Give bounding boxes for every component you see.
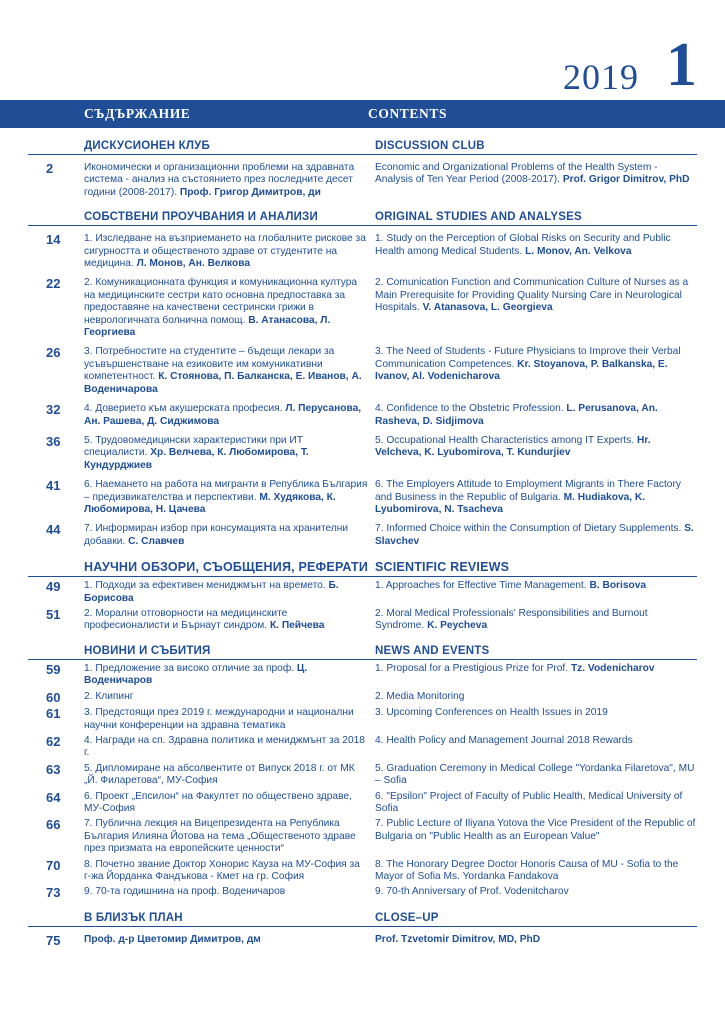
page-number: 41: [46, 478, 61, 494]
page-number: 49: [46, 579, 61, 595]
page-number: 64: [46, 789, 61, 805]
entry-title-text-bg: 3. Потребностите на студентите – бъдещи лекари за усъвършенстване на езиковите им комуникативни компетентност.: [84, 346, 335, 383]
entry-authors-bg: В. Атанасова, Л. Георгиева: [84, 314, 331, 339]
entry-title-bg: [84, 403, 369, 428]
toc-entry[interactable]: [28, 886, 697, 900]
entry-title-text-bg: 5. Дипломиране на абсолвентите от Випуск 2018 г. от МК „Й. Филаретова“, МУ-София: [84, 762, 355, 787]
entry-title-bg: [84, 277, 369, 339]
page-number: 61: [46, 706, 61, 722]
toc-entry[interactable]: [28, 735, 697, 760]
toc-entry[interactable]: [28, 403, 697, 428]
entry-title-bg: [84, 859, 369, 884]
toc-entry[interactable]: [28, 691, 697, 705]
entry-title-text-en: 1. Study on the Perception of Global Risks on Security and Public Health among Medical Students.: [375, 233, 671, 257]
toc-entry[interactable]: [28, 608, 697, 633]
page-number: 70: [46, 857, 61, 873]
section-header-scientific-reviews: [28, 560, 697, 577]
entry-authors-bg: Л. Монов, Ан. Велкова: [136, 258, 251, 270]
entry-authors-bg: Ц. Воденичаров: [84, 662, 308, 687]
entry-title-bg: [84, 691, 369, 703]
page-number: 63: [46, 761, 61, 777]
section-header-gutter: [28, 645, 84, 657]
toc-entry[interactable]: [28, 791, 697, 816]
entry-authors-bg: Хр. Велчева, К. Любомирова, Т. Кундурджиев: [84, 447, 309, 471]
page-number: 73: [46, 885, 61, 901]
page-number: 66: [46, 817, 61, 833]
entry-title-text-bg: 1. Предложение за високо отличие за проф.: [84, 662, 295, 674]
section-original-studies: [28, 211, 697, 548]
entry-title-bg: [84, 791, 369, 816]
entry-title-text-bg: 2. Клипинг: [84, 690, 134, 702]
entry-authors-en: B. Borisova: [589, 580, 647, 592]
entry-authors-bg: М. Худякова, К. Любомирова, Н. Цачева: [84, 491, 336, 515]
page-number: 62: [46, 733, 61, 749]
entry-title-text-en: 1. Approaches for Effective Time Management.: [375, 580, 587, 592]
entry-title-text-bg: 5. Трудовомедицински характеристики при ИТ специалисти.: [84, 434, 303, 459]
toc-entry[interactable]: [28, 663, 697, 688]
entry-title-bg: [84, 162, 369, 199]
entry-title-en: [369, 608, 697, 633]
section-title-en: ORIGINAL STUDIES AND ANALYSES: [375, 211, 582, 224]
page-number: 22: [46, 276, 61, 292]
entry-title-en: [369, 580, 697, 592]
entry-authors-en: L. Monov, An. Velkova: [525, 245, 632, 257]
entry-title-bg: [84, 523, 369, 548]
entry-title-bg: [84, 608, 369, 633]
section-header-original-studies: [28, 211, 697, 226]
entry-title-en: [369, 859, 697, 884]
entry-authors-bg: Проф. д-р Цветомир Димитров, дм: [84, 933, 261, 945]
entry-title-text-en: 7. Informed Choice within the Consumption of Dietary Supplements.: [375, 523, 685, 535]
entry-title-text-bg: 8. Почетно звание Доктор Хонорис Кауза на МУ-София за г-жа Йорданка Фандъкова - Кмет на гр. София: [84, 858, 360, 882]
entry-title-text-bg: 6. Проект „Епсилон“ на Факултет по обществено здраве, МУ-София: [84, 790, 352, 814]
entry-title-bg: [84, 818, 369, 855]
entry-title-text-bg: 7. Публична лекция на Вицепрезидента на Република България Илияна Йотова на тема „Общественото здраве през призмата на европейските ценности“: [84, 818, 356, 855]
toc-entry[interactable]: [28, 934, 697, 948]
section-title-en: NEWS AND EVENTS: [375, 644, 490, 657]
entry-authors-bg: К. Стоянова, П. Балканска, Е. Иванов, А. Воденичарова: [84, 371, 362, 395]
entry-authors-en: Hr. Velcheva, K. Lyubomirova, T. Kundurjiev: [375, 434, 651, 459]
entry-authors-bg: Л. Перусанова, Ан. Рашева, Д. Сиджимова: [84, 403, 362, 427]
contents-title-bg: СЪДЪРЖАНИЕ: [84, 106, 191, 121]
entry-title-text-en: 2. Moral Medical Professionals' Responsibilities and Burnout Syndrome.: [375, 607, 648, 632]
entry-title-bg: [84, 346, 369, 396]
section-header-gutter: [28, 912, 84, 924]
page-number: 59: [46, 661, 61, 677]
page-number: 60: [46, 689, 61, 705]
section-title-en: DISCUSSION CLUB: [375, 140, 485, 152]
entry-authors-en: S. Slavchev: [375, 523, 694, 547]
entry-title-text-en: 7. Public Lecture of Iliyana Yotova the Vice President of the Republic of Bulgaria on "Public Health as an European Value": [375, 818, 696, 842]
entry-title-text-bg: 3. Предстоящи през 2019 г. международни и национални научни конференции на здравна тематика: [84, 707, 354, 731]
section-news-and-events: [28, 645, 697, 900]
entry-title-bg: [84, 663, 369, 688]
entry-title-text-bg: 2. Комуникационната функция и комуникационна култура на медицинските сестри като основна предпоставка за предоставяне на качествени сестрински грижи в неврологичната болнична помощ.: [84, 277, 358, 326]
entry-title-en: [369, 233, 697, 258]
page-number: 51: [46, 606, 61, 622]
entry-title-text-bg: 1. Подходи за ефективен мениджмънт на времето.: [84, 580, 326, 592]
entry-title-text-bg: 2. Морални отговорности на медицинските професионалисти и Бърнаут синдром.: [84, 607, 288, 632]
entry-title-en: [369, 763, 697, 788]
entry-title-bg: [84, 735, 369, 760]
section-title-bg: В БЛИЗЪК ПЛАН: [84, 911, 183, 924]
toc-entry[interactable]: [28, 277, 697, 339]
section-header-close-up: [28, 912, 697, 927]
entry-title-bg: [84, 886, 369, 898]
entry-title-en: [369, 277, 697, 314]
entry-title-en: [369, 735, 697, 747]
page-number: 36: [46, 433, 61, 449]
page-number: 26: [46, 345, 61, 361]
entry-title-en: [369, 934, 697, 946]
entry-title-text-en: 6. The Employers Attitude to Employment Migrants in There Factory and Business in the Republic of Bulgaria.: [375, 479, 681, 503]
entry-title-en: [369, 435, 697, 460]
entry-title-text-en: Economic and Organizational Problems of the Health System - Analysis of Ten Year Period (2008-2017).: [375, 162, 658, 186]
page-number: 75: [46, 932, 61, 948]
toc-entry[interactable]: [28, 346, 697, 396]
entry-authors-en: M. Hudiakova, K. Lyubomirova, N. Tsacheva: [375, 491, 646, 515]
toc-entry[interactable]: [28, 707, 697, 732]
page-number: 32: [46, 402, 61, 418]
entry-title-text-en: 3. Upcoming Conferences on Health Issues in 2019: [375, 707, 608, 719]
entry-authors-bg: С. Славчев: [128, 535, 185, 547]
toc-entry[interactable]: [28, 233, 697, 270]
toc-entry[interactable]: [28, 523, 697, 548]
page-number: 2: [46, 161, 54, 176]
section-header-gutter: [28, 211, 84, 223]
entry-authors-bg: К. Пейчева: [269, 620, 325, 632]
entry-title-bg: [84, 763, 369, 788]
entry-title-en: [369, 707, 697, 719]
entry-title-text-bg: 4. Награди на сп. Здравна политика и мениджмънт за 2018 г.: [84, 734, 365, 759]
toc-entry[interactable]: [28, 580, 697, 605]
section-header-gutter: [28, 560, 84, 574]
entry-authors-en: K. Peycheva: [427, 620, 488, 632]
section-discussion-club: [28, 140, 697, 199]
section-scientific-reviews: [28, 560, 697, 633]
entry-title-text-en: 1. Proposal for a Prestigious Prize for Prof.: [375, 662, 569, 674]
entry-authors-bg: Проф. Григор Димитров, ди: [179, 186, 321, 198]
entry-authors-en: Prof. Tzvetomir Dimitrov, MD, PhD: [375, 933, 541, 945]
entry-title-text-bg: 6. Наемането на работа на мигранти в Република България – предизвикателства и перспективи.: [84, 479, 368, 503]
entry-title-en: [369, 886, 697, 898]
entry-authors-bg: Б. Борисова: [84, 580, 339, 604]
entry-title-text-en: 3. The Need of Students - Future Physicians to Improve their Verbal Communication Competences.: [375, 346, 681, 370]
entry-authors-en: L. Perusanova, An. Rasheva, D. Sidjimova: [375, 403, 658, 427]
section-title-en: CLOSE–UP: [375, 911, 439, 924]
entry-title-text-bg: 7. Информиран избор при консумацията на хранителни добавки.: [84, 523, 349, 547]
entry-authors-en: Prof. Grigor Dimitrov, PhD: [562, 174, 690, 186]
section-title-en: SCIENTIFIC REVIEWS: [375, 560, 510, 575]
issue-year: 2019: [563, 57, 639, 97]
page-number: 14: [46, 232, 61, 248]
issue-number: 1: [666, 31, 697, 99]
entry-title-text-en: 9. 70-th Anniversary of Prof. Vodenitcharov: [375, 886, 569, 898]
entry-title-bg: [84, 435, 369, 472]
toc-entry[interactable]: [28, 435, 697, 472]
entry-authors-en: Kr. Stoyanova, P. Balkanska, E. Ivanov, Al. Vodenicharova: [375, 358, 668, 383]
entry-title-en: [369, 403, 697, 428]
entry-title-text-bg: 4. Доверието към акушерската професия.: [84, 403, 283, 415]
entry-title-en: [369, 479, 697, 516]
entry-title-en: [369, 791, 697, 816]
entry-title-text-en: 2. Comunication Function and Communication Culture of Nurses as a Main Prerequisite for Providing Quality Nursing Care in Neurological Hospitals.: [375, 277, 689, 314]
section-close-up: [28, 912, 697, 948]
section-header-discussion-club: [28, 140, 697, 155]
entry-title-text-en: 5. Occupational Health Characteristics among IT Experts.: [375, 434, 637, 446]
section-title-bg: ДИСКУСИОНЕН КЛУБ: [84, 140, 210, 152]
entry-title-text-en: 8. The Honorary Degree Doctor Honoris Causa of MU - Sofia to the Mayor of Sofia Ms. Yordanka Fandakova: [375, 858, 679, 882]
entry-authors-en: V. Atanasova, L. Georgieva: [422, 302, 553, 314]
toc-entry[interactable]: [28, 479, 697, 516]
entry-title-bg: [84, 580, 369, 605]
entry-title-bg: [84, 479, 369, 516]
entry-title-text-bg: 9. 70-та годишнина на проф. Воденичаров: [84, 886, 286, 898]
section-header-news-and-events: [28, 645, 697, 660]
toc-entry[interactable]: [28, 818, 697, 855]
entry-title-en: [369, 663, 697, 675]
entry-title-text-en: 2. Media Monitoring: [375, 690, 465, 702]
entry-title-en: [369, 523, 697, 548]
entry-title-text-en: 4. Confidence to the Obstetric Profession.: [375, 403, 564, 415]
section-title-bg: СОБСТВЕНИ ПРОУЧВАНИЯ И АНАЛИЗИ: [84, 211, 318, 224]
footer-space: [0, 947, 725, 967]
entry-title-text-en: 6. "Epsilon" Project of Faculty of Public Health, Medical University of Sofia: [375, 790, 683, 814]
entry-title-bg: [84, 934, 369, 946]
entry-title-text-en: 4. Health Policy and Management Journal 2018 Rewards: [375, 734, 633, 746]
toc-entry[interactable]: [28, 763, 697, 788]
toc-entry[interactable]: [28, 162, 697, 199]
section-title-bg: НОВИНИ И СЪБИТИЯ: [84, 644, 211, 657]
entry-title-text-bg: 1. Изследване на възприемането на глобалните рискове за сигурността и общественото здраве от студентите на медицина.: [84, 233, 366, 270]
toc-entry[interactable]: [28, 859, 697, 884]
entry-title-bg: [84, 707, 369, 732]
entry-title-text-bg: Икономически и организационни проблеми на здравната система - анализ на състоянието през последните десет години (2008-2017).: [84, 162, 355, 198]
page-number: 44: [46, 522, 61, 538]
entry-title-bg: [84, 233, 369, 270]
section-header-gutter: [28, 140, 84, 152]
entry-title-en: [369, 162, 697, 187]
entry-title-en: [369, 818, 697, 843]
entry-authors-en: Tz. Vodenicharov: [570, 662, 655, 674]
contents-header-bar: [0, 100, 725, 128]
entry-title-en: [369, 691, 697, 703]
contents-title-en: CONTENTS: [368, 106, 448, 121]
entry-title-text-en: 5. Graduation Ceremony in Medical College "Yordanka Filaretova", MU – Sofia: [375, 762, 695, 787]
masthead: [0, 0, 725, 100]
entry-title-en: [369, 346, 697, 383]
contents-body: [0, 140, 725, 947]
section-title-bg: НАУЧНИ ОБЗОРИ, СЪОБЩЕНИЯ, РЕФЕРАТИ: [84, 560, 369, 575]
